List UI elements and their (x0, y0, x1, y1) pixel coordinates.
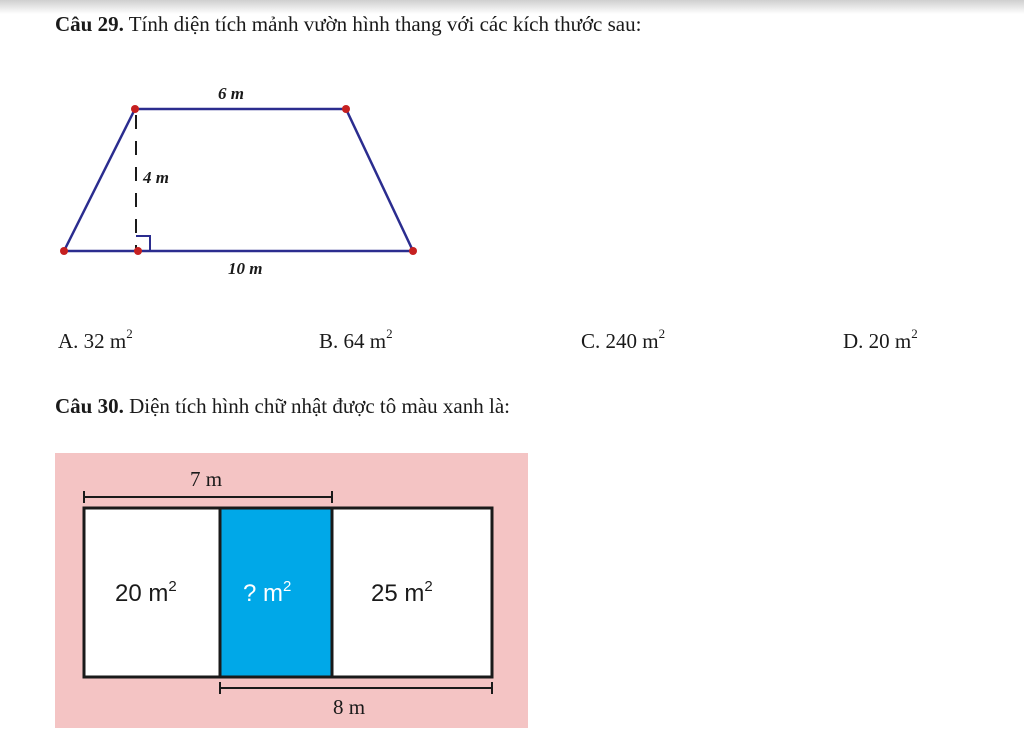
blue-area-value: ? m (243, 580, 284, 607)
answer-b-value: 64 m (343, 329, 387, 353)
answer-b-exponent: 2 (386, 326, 393, 341)
answer-b-letter: B. (319, 329, 339, 353)
question-30-text: Diện tích hình chữ nhật được tô màu xanh là: (129, 394, 510, 418)
right-area-exponent: 2 (424, 578, 433, 595)
bottom-dimension-line (220, 682, 492, 694)
answer-c-exponent: 2 (658, 326, 666, 341)
answer-d-exponent: 2 (911, 326, 918, 341)
answer-c-letter: C. (581, 329, 601, 353)
blue-area-label (243, 580, 291, 608)
trapezoid-height-label: 4 m (143, 168, 169, 187)
question-30-label: Câu 30. (55, 394, 124, 418)
trapezoid-top-label: 6 m (218, 84, 244, 103)
answer-a-value: 32 m (83, 329, 127, 353)
answer-a-exponent: 2 (126, 326, 133, 341)
top-dimension-label: 7 m (190, 467, 223, 491)
answer-c-value: 240 m (605, 329, 659, 353)
left-area-value: 20 m (115, 580, 169, 607)
answer-d-letter: D. (843, 329, 864, 353)
right-area-label (371, 580, 433, 608)
question-29-label: Câu 29. (55, 12, 124, 36)
left-area-exponent: 2 (168, 578, 177, 595)
question-29-text: Tính diện tích mảnh vườn hình thang với các kích thước sau: (128, 12, 642, 36)
blue-area-exponent: 2 (283, 578, 292, 595)
top-dimension-line (84, 491, 332, 503)
bottom-dimension-label: 8 m (333, 695, 366, 719)
right-area-value: 25 m (371, 580, 425, 607)
answer-a-letter: A. (58, 329, 79, 353)
left-area-label (115, 580, 177, 608)
trapezoid-bottom-label: 10 m (228, 259, 263, 278)
answer-d-value: 20 m (868, 329, 912, 353)
